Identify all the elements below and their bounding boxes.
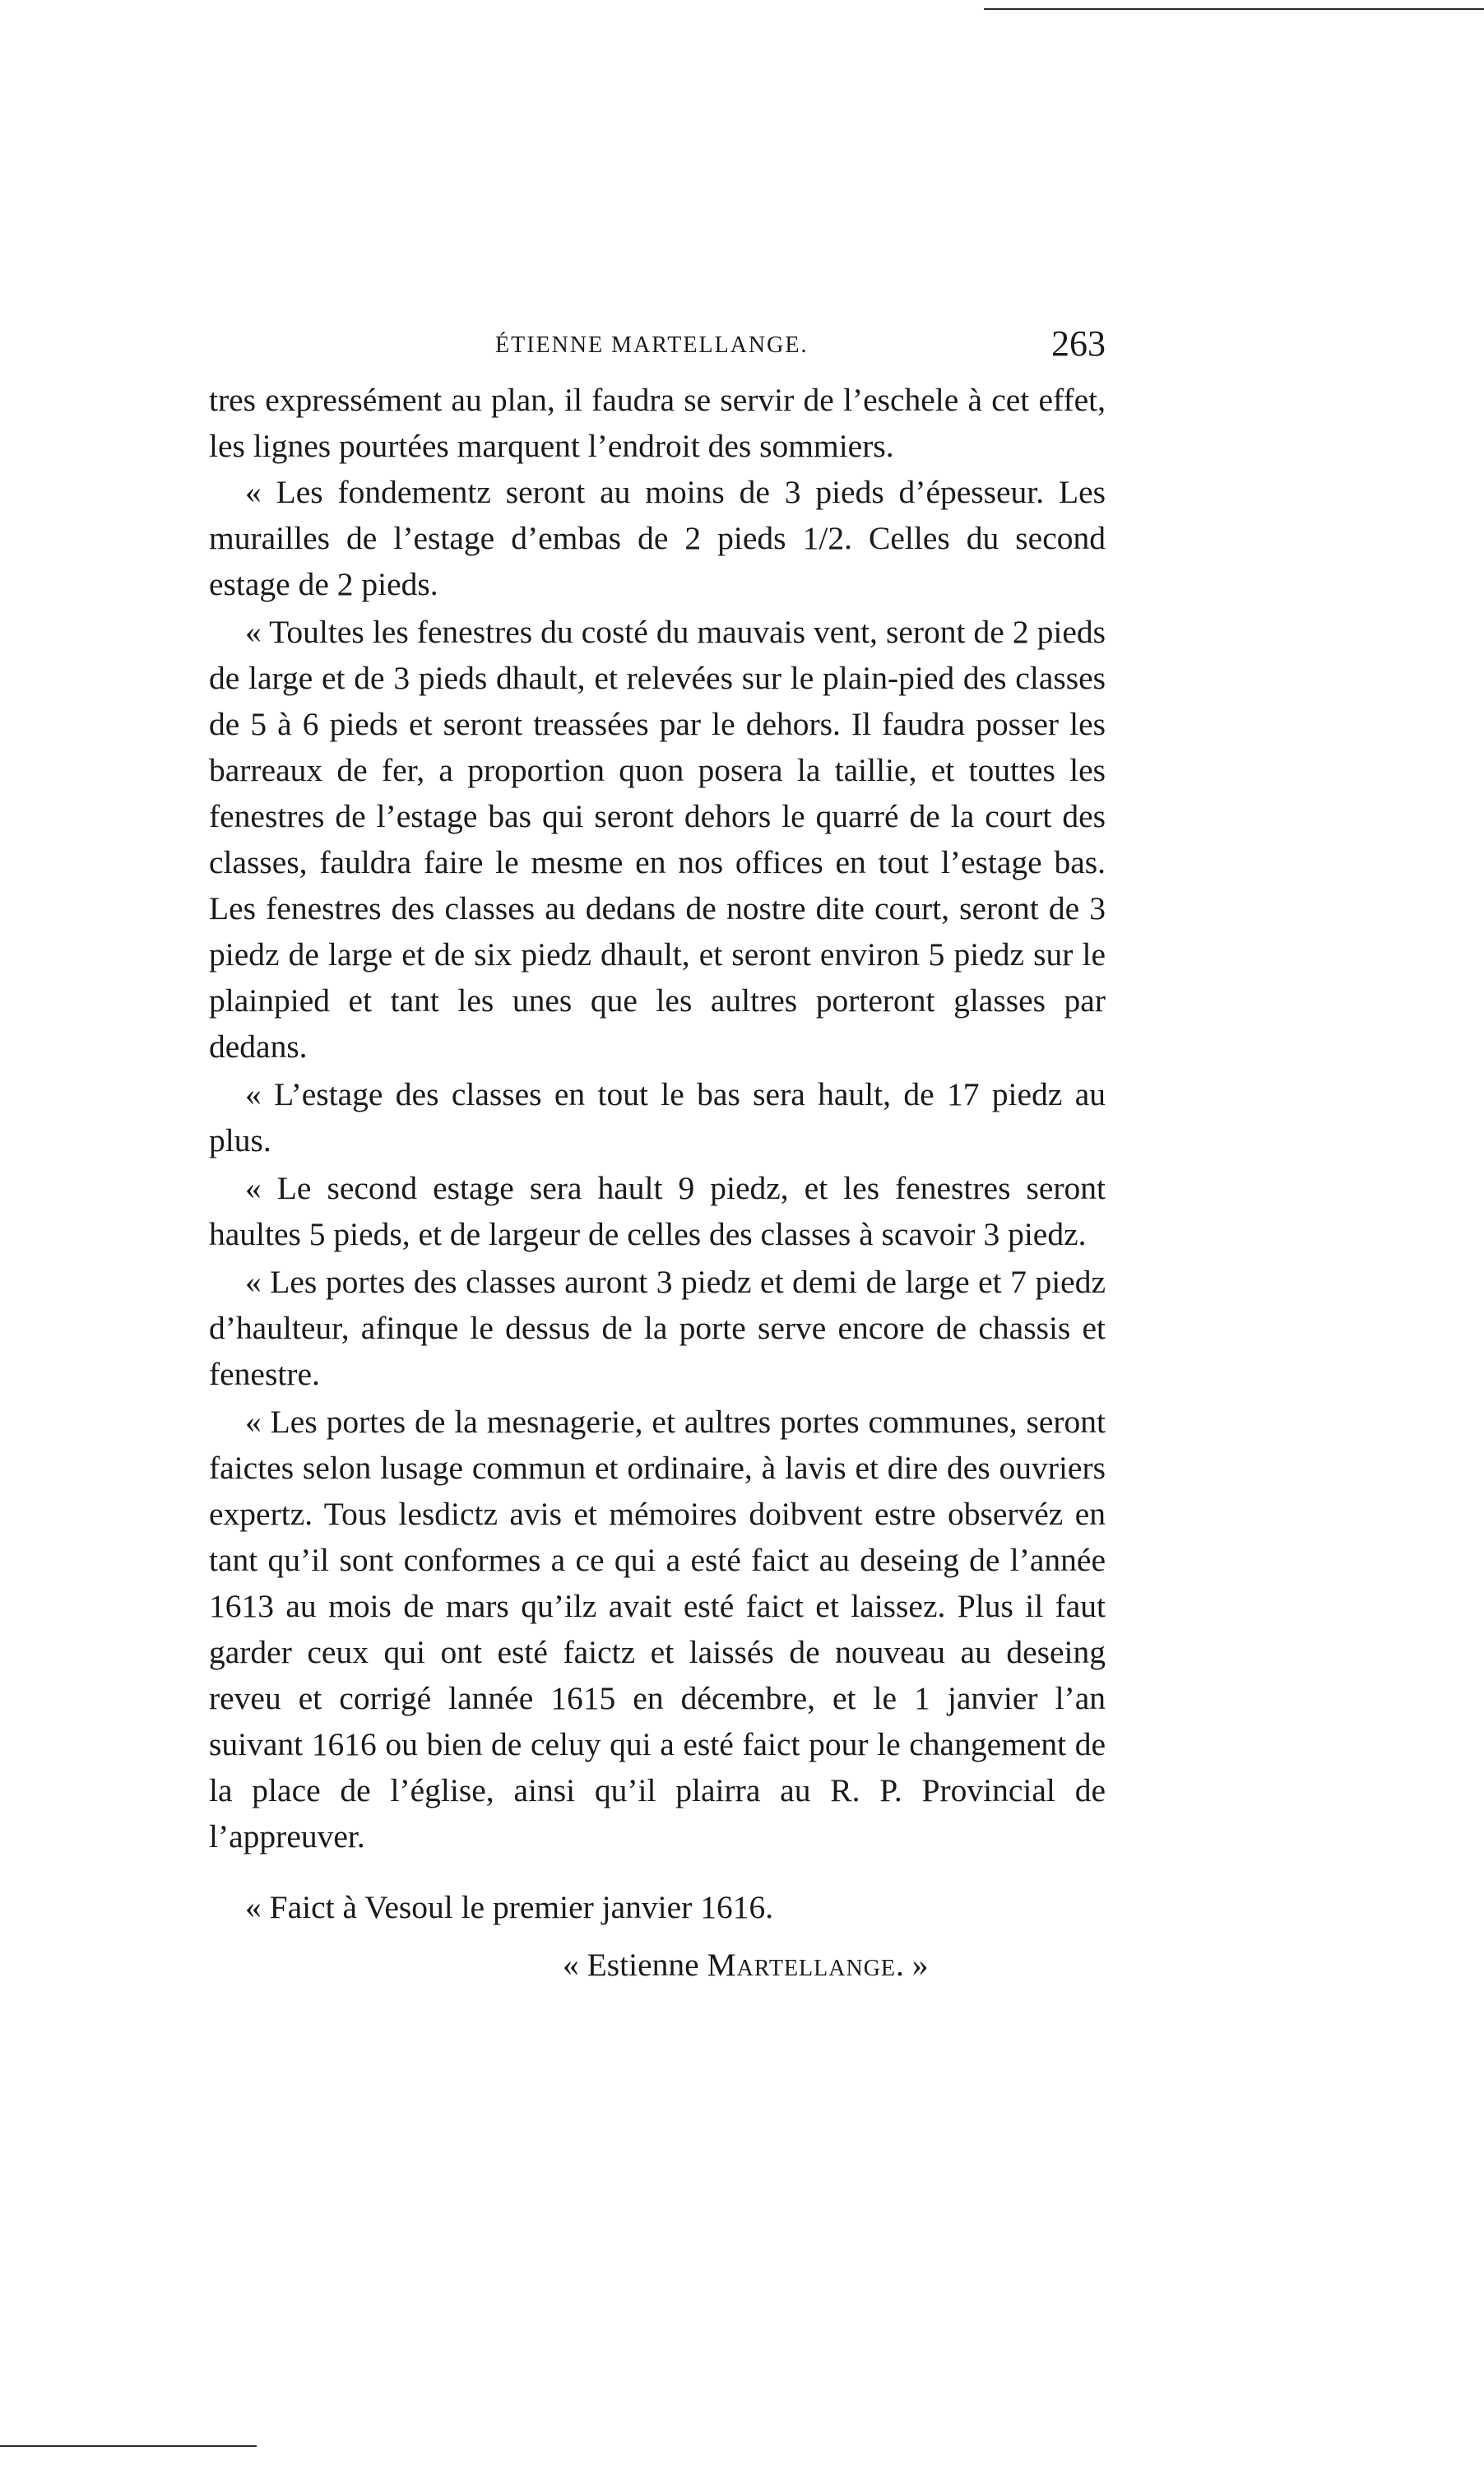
running-head [209,319,1106,377]
signature-name: Martellange [707,1947,897,1983]
bottom-rule [0,2445,257,2447]
paragraph-class-height: « L’estage des classes en tout le bas sera hault, de 17 piedz au plus. [209,1076,1106,1158]
top-rule [984,8,1484,10]
paragraph-class-doors: « Les portes des classes auront 3 piedz et demi de large et 7 piedz d’haulteur, afinque le dessus de la porte serve encore de chassis et fenestre. [209,1264,1106,1392]
paragraph-continuation: tres expressément au plan, il faudra se servir de l’eschele à cet effet, les lignes pourtées marquent l’endroit des sommiers. [209,382,1106,464]
signature-suffix: . » [896,1947,929,1983]
book-page [209,319,1106,1988]
paragraph-second-storey: « Le second estage sera hault 9 piedz, et les fenestres seront haultes 5 pieds, et de largeur de celles des classes à scavoir 3 piedz. [209,1170,1106,1252]
signature [209,1942,1106,1988]
running-title: ÉTIENNE MARTELLANGE. [495,332,809,358]
paragraph-windows: « Toultes les fenestres du costé du mauvais vent, seront de 2 pieds de large et de 3 pieds dhault, et relevées sur le plain-pied des classes de 5 à 6 pieds et seront treassées par le dehors. Il faudra posser les barreaux de fer, a proportion quon posera la taillie, et touttes les fenestres de l’estage bas qui seront dehors le quarré de la court des classes, fauldra faire le mesme en nos offices en tout l’estage bas. Les fenestres des classes au dedans de nostre dite court, seront de 3 piedz de large et de six piedz dhault, et seront environ 5 piedz sur le plainpied et tant les unes que les aultres porteront glasses par dedans. [209,614,1106,1065]
paragraph-foundations: « Les fondementz seront au moins de 3 pieds d’épesseur. Les murailles de l’estage d’embas de 2 pieds 1/2. Celles du second estage de 2 pieds. [209,474,1106,602]
signature-prefix: « Estienne [563,1947,707,1983]
page-number: 263 [1051,323,1106,364]
dateline: « Faict à Vesoul le premier janvier 1616. [245,1889,774,1925]
paragraph-common-doors: « Les portes de la mesnagerie, et aultres portes communes, seront faictes selon lusage commun et ordinaire, à lavis et dire des ouvriers expertz. Tous lesdictz avis et mémoires doibvent estre observéz en tant qu’il sont conformes a ce qui a esté faict au deseing de l’année 1613 au mois de mars qu’ilz avait esté faict et laissez. Plus il faut garder ceux qui ont esté faictz et laissés de nouveau au deseing reveu et corrigé lannée 1615 en décembre, et le 1 janvier l’an suivant 1616 ou bien de celuy qui a esté faict pour le changement de la place de l’église, ainsi qu’il plairra au R. P. Provincial de l’appreuver. [209,1404,1106,1855]
